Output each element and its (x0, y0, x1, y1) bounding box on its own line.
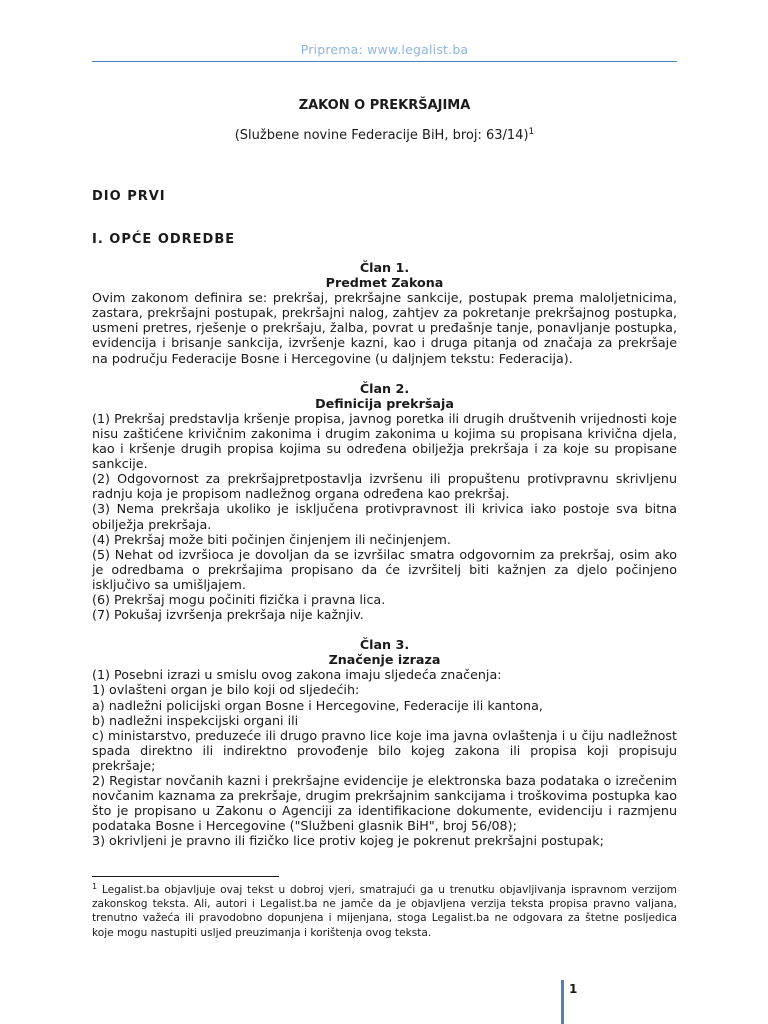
document-body (92, 260, 677, 848)
header-divider (92, 61, 677, 62)
article (92, 260, 677, 366)
article (92, 381, 677, 623)
article-paragraph: a) nadležni policijski organ Bosne i Hercegovine, Federacije ili kantona, (92, 697, 543, 713)
article-paragraph: (3) Nema prekršaja ukoliko je isključena protivpravnost ili krivica iako postoje sva bitna obilježja prekršaja. (92, 501, 677, 532)
article-number: Član 2. (359, 380, 410, 396)
subtitle-text: (Službene novine Federacije BiH, broj: 63/14) (234, 128, 529, 143)
document-title: ZAKON O PREKRŠAJIMA (298, 98, 471, 113)
article-title: Značenje izraza (328, 652, 441, 668)
article-paragraph: (5) Nehat od izvršioca je dovoljan da se izvršilac smatra odgovornim za prekršaj, osim ako je odredbama o prekršajima propisano da će izvršitelj biti kažnjen za djelo počinjeno isključivo sa umišljajem. (92, 546, 677, 592)
article-paragraph: (6) Prekršaj mogu počiniti fizička i pravna lica. (92, 591, 386, 607)
document-subtitle (92, 128, 677, 143)
footnote (92, 883, 677, 940)
article-paragraph: (1) Posebni izrazi u smislu ovog zakona imaju sljedeća značenja: (92, 667, 502, 683)
page-number: 1 (569, 982, 578, 996)
section-heading: I. OPĆE ODREDBE (92, 232, 236, 247)
footnote-text: Legalist.ba objavljuje ovaj tekst u dobroj vjeri, smatrajući ga u trenutku objavljivanja ispravnom verzijom zakonskog teksta. Ali, autori i Legalist.ba ne jamče da je objavljena verzija teksta propisa pravno valjana, trenutno važeća ili pravodobno dopunjena i mijenjana, stoga Legalist.ba ne odgovara za štetne posljedica koje mogu nastupiti usljed preuzimanja i korištenja ovog teksta. (92, 884, 678, 939)
article-paragraph: 1) ovlašteni organ je bilo koji od sljedećih: (92, 682, 360, 698)
article-paragraph: 2) Registar novčanih kazni i prekršajne evidencije je elektronska baza podataka o izrečenim novčanim kaznama za prekršaje, drugim prekršajnim sankcijama i troškovima postupka kao što je propisano u Zakonu o Agenciji za identifikacione dokumente, evidenciju i razmjenu podataka Bosne i Hercegovine ("Službeni glasnik BiH", broj 56/08); (92, 773, 677, 834)
article-paragraph: b) nadležni inspekcijski organi ili (92, 712, 299, 728)
page-header: Priprema: www.legalist.ba (300, 42, 469, 57)
article-paragraph: (7) Pokušaj izvršenja prekršaja nije kažnjiv. (92, 607, 364, 623)
article-paragraph: (4) Prekršaj može biti počinjen činjenjem ili nečinjenjem. (92, 531, 451, 547)
footnote-marker: 1 (92, 882, 98, 891)
article-paragraph: Ovim zakonom definira se: prekršaj, prekršajne sankcije, postupak prema maloljetnicima, zastara, prekršajni postupak, prekršajni nalog, zahtjev za pokretanje prekršajnog postupka, usmeni pretres, rješenje o prekršaju, žalba, povrat u pređašnje tanje, ponavljanje postupka, evidencija i brisanje sankcija, izvršenje kazni, kao i druga pitanja od značaja za prekršaje na području Federacije Bosne i Hercegovine (u daljnjem tekstu: Federacija). (92, 290, 677, 366)
article-title: Definicija prekršaja (315, 395, 454, 411)
article-paragraph: c) ministarstvo, preduzeće ili drugo pravno lice koje ima javna ovlaštenja i u čiju nadležnost spada direktno ili indirektno provođenje bilo kojeg zakona ili propisa koji propisuju prekršaje; (92, 727, 677, 773)
article-title: Predmet Zakona (325, 275, 444, 291)
footnote-reference[interactable]: 1 (528, 127, 535, 137)
article-paragraph: (1) Prekršaj predstavlja kršenje propisa, javnog poretka ili drugih društvenih vrijednosti koje nisu zaštićene krivičnim zakonima i drugim zakonima u kojima su propisana krivična djela, kao i kršenje drugih propisa kojima su određena obilježja prekršaja i za koje su propisane sankcije. (92, 410, 677, 472)
page-number-bar (561, 980, 564, 1024)
article (92, 637, 677, 848)
article-paragraph: 3) okrivljeni je pravno ili fizičko lice protiv kojeg je pokrenut prekršajni postupak; (92, 833, 604, 849)
article-number: Član 1. (359, 260, 410, 275)
part-heading: DIO PRVI (92, 189, 166, 204)
article-paragraph: (2) Odgovornost za prekršajpretpostavlja izvršenu ili propuštenu protivpravnu skrivljenu radnju koja je propisom nadležnog organa određena kao prekršaj. (92, 471, 677, 502)
footnote-separator (92, 876, 279, 877)
article-number: Član 3. (359, 637, 410, 653)
